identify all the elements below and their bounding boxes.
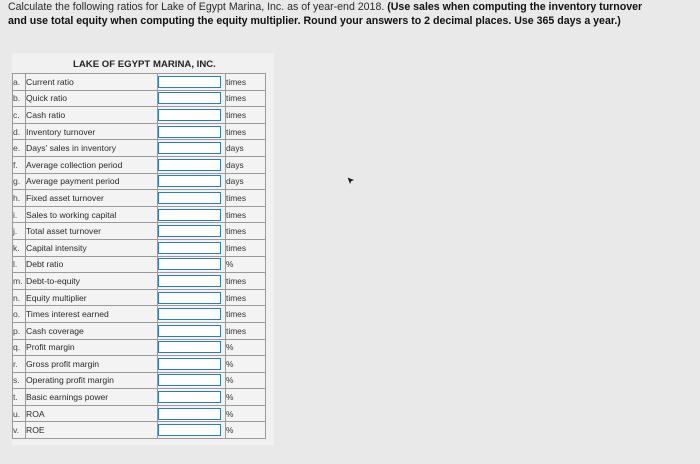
unit-label: %	[226, 422, 266, 439]
answer-cell	[158, 90, 226, 107]
table-row	[13, 372, 266, 389]
table-row	[13, 422, 266, 439]
ratio-label: Fixed asset turnover	[26, 190, 158, 207]
answer-input[interactable]	[158, 159, 221, 171]
row-letter: b.	[13, 90, 26, 107]
ratio-label: Operating profit margin	[26, 372, 158, 389]
answer-input[interactable]	[158, 275, 221, 287]
answer-cell	[158, 239, 226, 256]
answer-cell	[158, 74, 226, 91]
unit-label: times	[226, 273, 266, 290]
ratio-label: Average payment period	[26, 173, 158, 190]
instructions-bold-2: and use total equity when computing the equity multiplier. Round your answers to 2 decimal places. Use 365 days a year.)	[8, 15, 621, 27]
unit-label: times	[226, 107, 266, 124]
table-row	[13, 306, 266, 323]
answer-input[interactable]	[158, 374, 221, 386]
answer-cell	[158, 223, 226, 240]
table-row	[13, 256, 266, 273]
answer-cell	[158, 322, 226, 339]
answer-input[interactable]	[158, 341, 221, 353]
unit-label: times	[226, 239, 266, 256]
ratio-label: Gross profit margin	[26, 356, 158, 373]
answer-input[interactable]	[158, 325, 221, 337]
answer-cell	[158, 372, 226, 389]
ratio-label: Inventory turnover	[26, 123, 158, 140]
answer-cell	[158, 289, 226, 306]
answer-input[interactable]	[158, 225, 221, 237]
table-row	[13, 405, 266, 422]
answer-cell	[158, 140, 226, 157]
answer-input[interactable]	[158, 391, 221, 403]
answer-cell	[158, 339, 226, 356]
table-title: LAKE OF EGYPT MARINA, INC.	[73, 59, 216, 70]
table-row	[13, 173, 266, 190]
unit-label: %	[226, 389, 266, 406]
row-letter: s.	[13, 372, 26, 389]
answer-cell	[158, 389, 226, 406]
row-letter: j.	[13, 223, 26, 240]
unit-label: times	[226, 306, 266, 323]
unit-label: days	[226, 173, 266, 190]
answer-cell	[158, 173, 226, 190]
row-letter: m.	[13, 273, 26, 290]
answer-input[interactable]	[158, 408, 221, 420]
answer-input[interactable]	[158, 258, 221, 270]
unit-label: days	[226, 140, 266, 157]
table-row	[13, 140, 266, 157]
unit-label: times	[226, 206, 266, 223]
unit-label: %	[226, 405, 266, 422]
row-letter: q.	[13, 339, 26, 356]
ratio-label: Basic earnings power	[26, 389, 158, 406]
answer-cell	[158, 156, 226, 173]
answer-cell	[158, 405, 226, 422]
ratio-label: Debt-to-equity	[26, 273, 158, 290]
unit-label: %	[226, 372, 266, 389]
table-row	[13, 322, 266, 339]
row-letter: u.	[13, 405, 26, 422]
unit-label: times	[226, 90, 266, 107]
instructions-bold-1: (Use sales when computing the inventory turnover	[387, 1, 643, 13]
answer-cell	[158, 256, 226, 273]
ratio-label: Profit margin	[26, 339, 158, 356]
table-row	[13, 356, 266, 373]
answer-input[interactable]	[158, 76, 221, 88]
ratio-label: Quick ratio	[26, 90, 158, 107]
table-row	[13, 223, 266, 240]
table-row	[13, 107, 266, 124]
answer-input[interactable]	[158, 175, 221, 187]
table-row	[13, 273, 266, 290]
answer-input[interactable]	[158, 424, 221, 436]
instructions	[8, 0, 698, 28]
ratio-label: ROE	[26, 422, 158, 439]
instructions-text: Calculate the following ratios for Lake of Egypt Marina, Inc. as of year-end 2018.	[8, 1, 385, 13]
unit-label: times	[226, 223, 266, 240]
unit-label: times	[226, 289, 266, 306]
answer-input[interactable]	[158, 109, 221, 121]
answer-cell	[158, 107, 226, 124]
table-row	[13, 206, 266, 223]
unit-label: times	[226, 74, 266, 91]
ratio-label: Debt ratio	[26, 256, 158, 273]
table-row	[13, 389, 266, 406]
unit-label: times	[226, 190, 266, 207]
ratio-label: Sales to working capital	[26, 206, 158, 223]
row-letter: g.	[13, 173, 26, 190]
ratio-label: Equity multiplier	[26, 289, 158, 306]
ratios-table	[12, 73, 266, 439]
answer-cell	[158, 356, 226, 373]
answer-input[interactable]	[158, 292, 221, 304]
answer-cell	[158, 190, 226, 207]
mouse-pointer-icon	[346, 176, 356, 186]
unit-label: %	[226, 356, 266, 373]
answer-cell	[158, 206, 226, 223]
row-letter: p.	[13, 322, 26, 339]
row-letter: o.	[13, 306, 26, 323]
answer-input[interactable]	[158, 92, 221, 104]
unit-label: %	[226, 339, 266, 356]
table-row	[13, 90, 266, 107]
row-letter: c.	[13, 107, 26, 124]
unit-label: %	[226, 256, 266, 273]
table-row	[13, 339, 266, 356]
answer-cell	[158, 422, 226, 439]
answer-input[interactable]	[158, 242, 221, 254]
row-letter: h.	[13, 190, 26, 207]
table-row	[13, 156, 266, 173]
row-letter: v.	[13, 422, 26, 439]
table-row	[13, 289, 266, 306]
ratio-label: Times interest earned	[26, 306, 158, 323]
ratio-label: Days' sales in inventory	[26, 140, 158, 157]
row-letter: l.	[13, 256, 26, 273]
ratio-label: Total asset turnover	[26, 223, 158, 240]
answer-cell	[158, 123, 226, 140]
ratio-label: ROA	[26, 405, 158, 422]
answer-cell	[158, 306, 226, 323]
row-letter: d.	[13, 123, 26, 140]
row-letter: i.	[13, 206, 26, 223]
table-row	[13, 190, 266, 207]
ratio-label: Cash ratio	[26, 107, 158, 124]
ratio-label: Average collection period	[26, 156, 158, 173]
answer-input[interactable]	[158, 142, 221, 154]
answer-input[interactable]	[158, 126, 221, 138]
unit-label: days	[226, 156, 266, 173]
table-row	[13, 239, 266, 256]
row-letter: f.	[13, 156, 26, 173]
answer-input[interactable]	[158, 192, 221, 204]
row-letter: n.	[13, 289, 26, 306]
answer-input[interactable]	[158, 209, 221, 221]
ratio-label: Cash coverage	[26, 322, 158, 339]
row-letter: e.	[13, 140, 26, 157]
unit-label: times	[226, 123, 266, 140]
unit-label: times	[226, 322, 266, 339]
answer-input[interactable]	[158, 358, 221, 370]
ratio-label: Capital intensity	[26, 239, 158, 256]
row-letter: r.	[13, 356, 26, 373]
table-row	[13, 74, 266, 91]
row-letter: t.	[13, 389, 26, 406]
ratio-label: Current ratio	[26, 74, 158, 91]
answer-cell	[158, 273, 226, 290]
row-letter: a.	[13, 74, 26, 91]
table-row	[13, 123, 266, 140]
answer-input[interactable]	[158, 308, 221, 320]
row-letter: k.	[13, 239, 26, 256]
